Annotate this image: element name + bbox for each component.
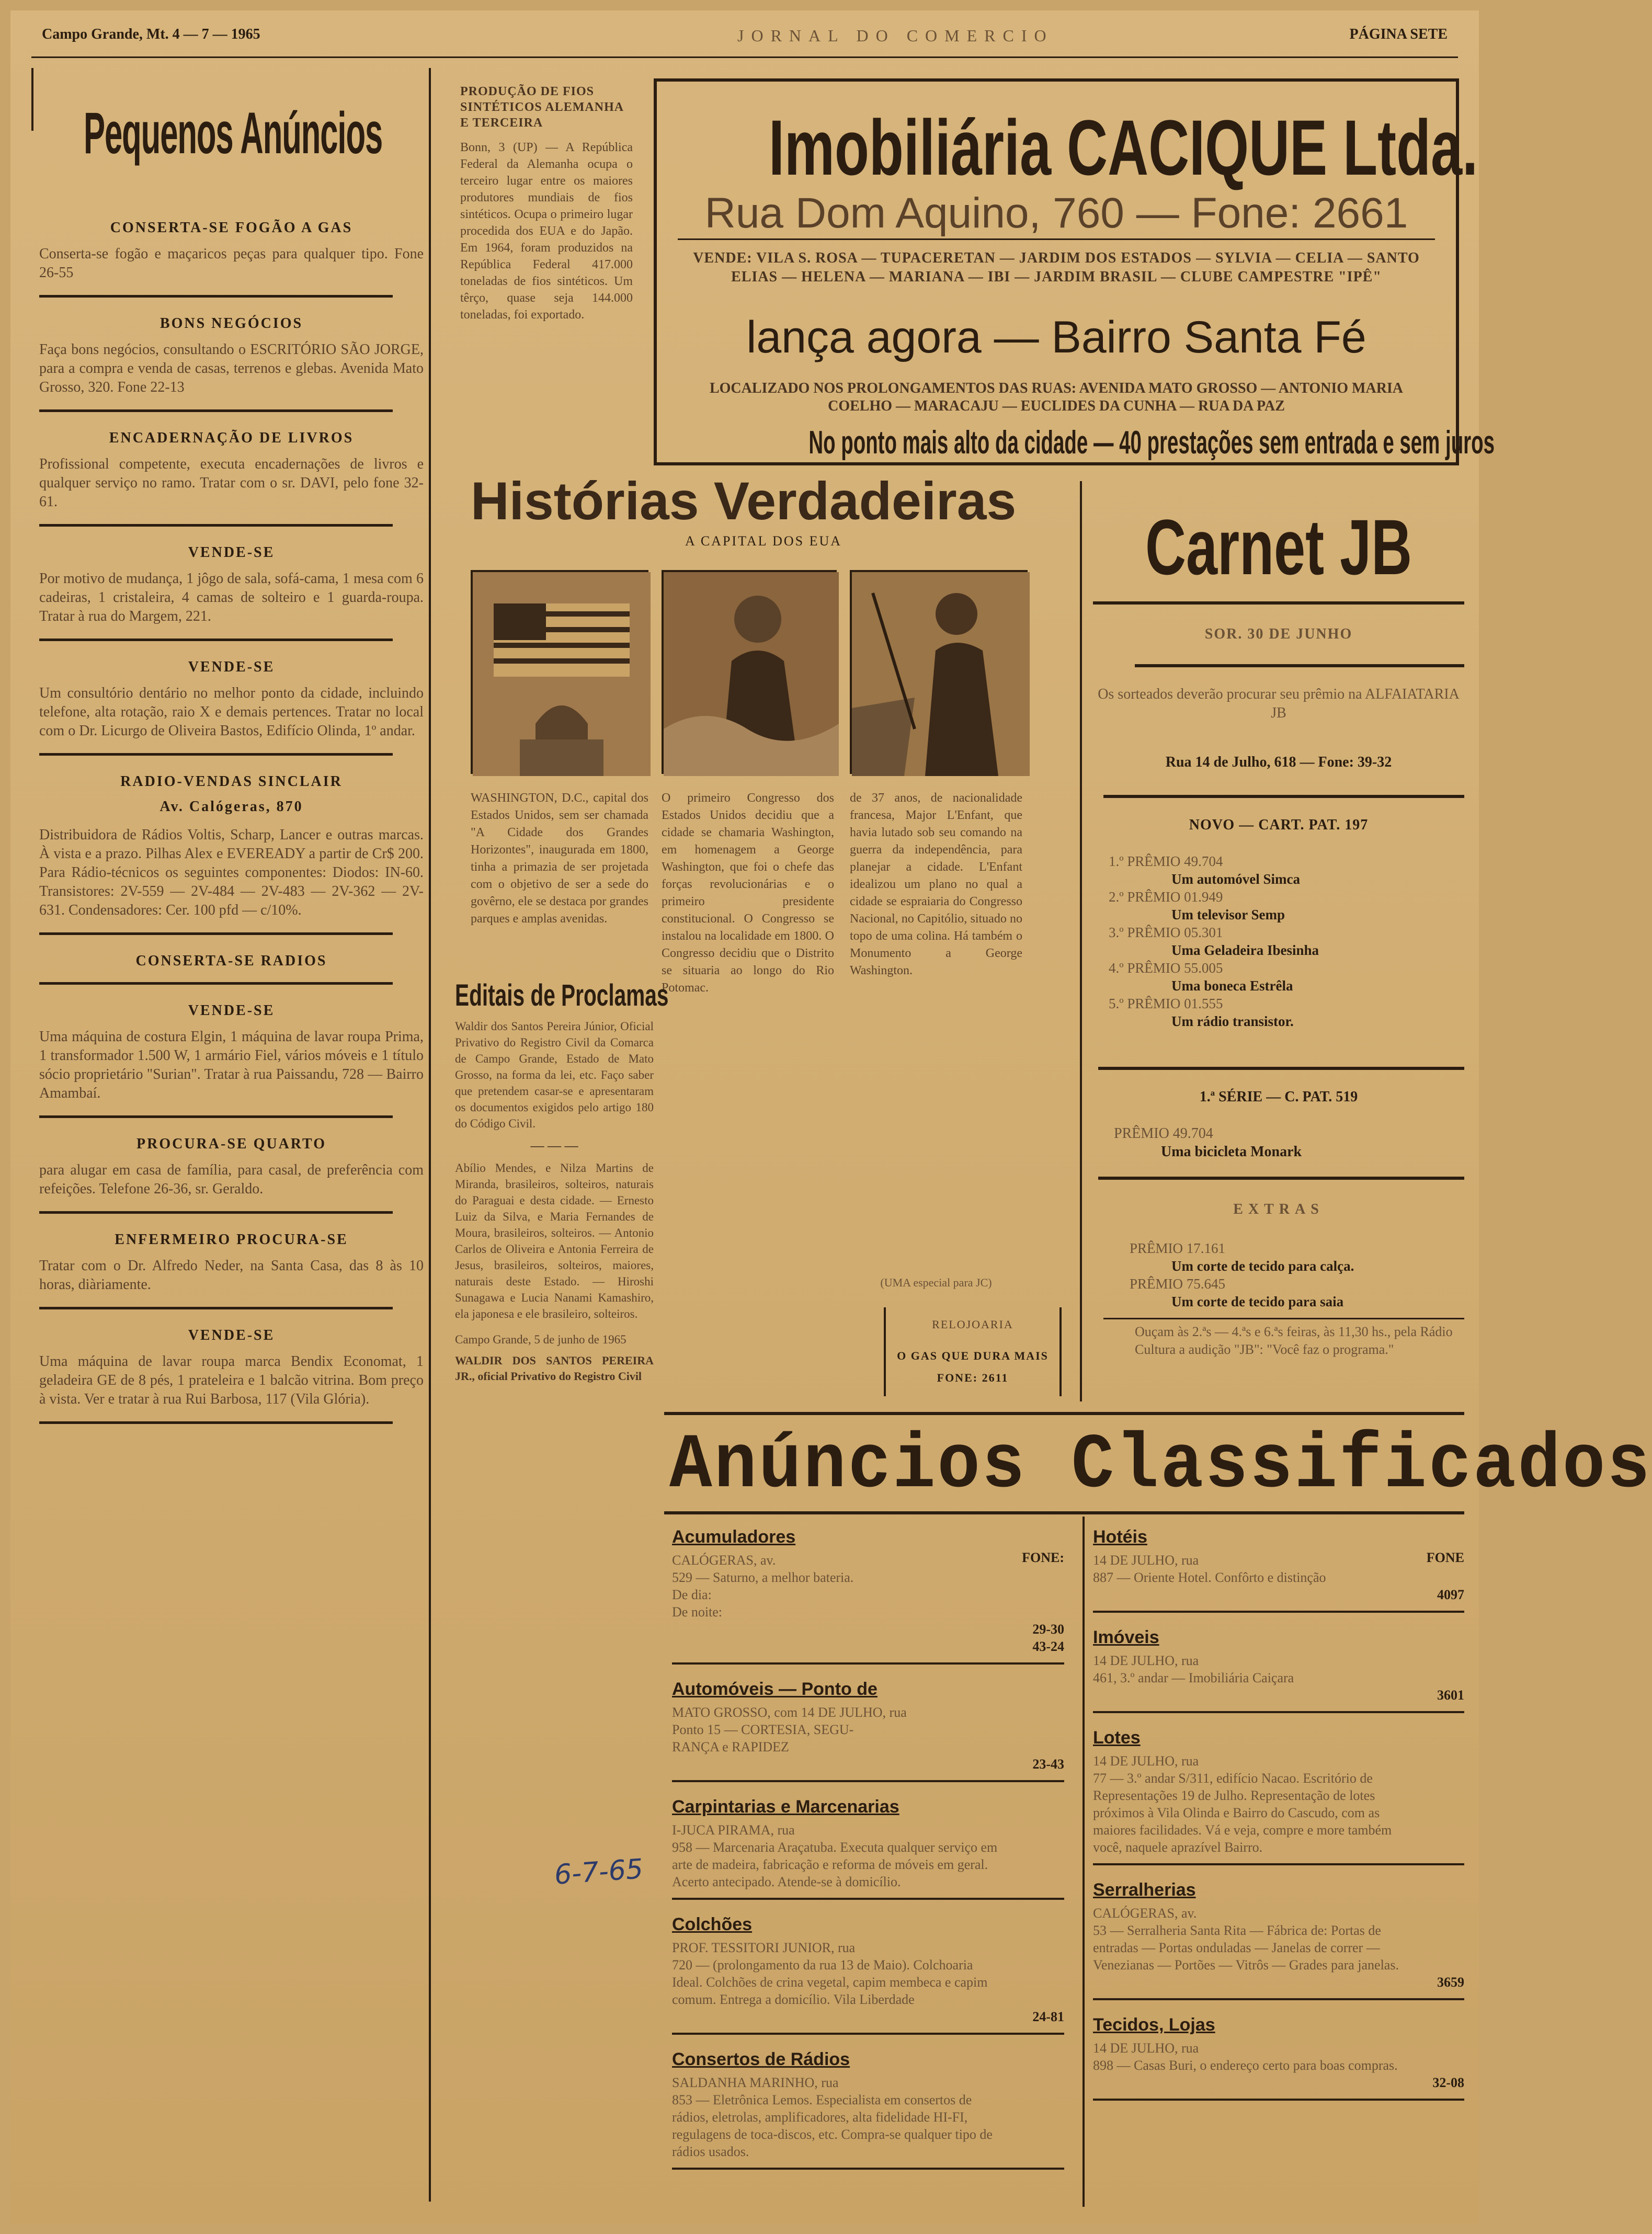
classified-ad-body: Um consultório dentário no melhor ponto da cidade, incluindo telefone, alta rotação, raio X e demais pertences. Tratar no local com o Dr. Licurgo de Oliveira Bastos, Edifício Olinda, 1º andar. bbox=[39, 685, 424, 739]
classified-line: 53 — Serralheria Santa Rita — Fábrica de: Portas de entradas — Portas onduladas — Janelas de correr — Venezianas — Portões — Vitrôs — Grades para janelas. bbox=[1093, 1923, 1399, 1973]
carnet-rule-6 bbox=[1103, 1318, 1464, 1319]
classified-line: 14 DE JULHO, rua bbox=[1093, 1753, 1199, 1769]
classified-ad bbox=[39, 220, 424, 298]
historias-illustration-washington bbox=[662, 570, 837, 774]
carnet-prize-list bbox=[1109, 852, 1454, 1030]
carnet-prize-label: 3.º PRÊMIO 05.301 bbox=[1109, 925, 1223, 940]
classified-line: 720 — (prolongamento da rua 13 de Maio). Colchoaria Ideal. Colchões de crina vegetal, capim membeca e capim comum. Entrega a domicílio. Vila Liberdade bbox=[672, 1957, 988, 2007]
classified-entry bbox=[1093, 2015, 1464, 2101]
classified-entry bbox=[672, 1679, 1064, 1782]
classified-phone-number: 32-08 bbox=[1432, 2075, 1464, 2090]
classified-ad-divider bbox=[39, 1115, 393, 1118]
historias-column-3: de 37 anos, de nacionalidade francesa, Major L'Enfant, que havia lutado sob seu comando na guerra da independência, para planejar a cidade. L'Enfant idealizou um plano no qual a cidade se espraiaria do Congresso Nacional, no Capitólio, situado no topo de uma colina. Há também o Monumento a George Washington. bbox=[850, 791, 1022, 977]
classified-ad-headline: CONSERTA-SE FOGÃO A GAS bbox=[110, 220, 353, 236]
classified-ad bbox=[39, 953, 424, 985]
cacique-neighborhoods: VENDE: VILA S. ROSA — TUPACERETAN — JARDIM DOS ESTADOS — SYLVIA — CELIA — SANTO ELIAS — HELENA — MARIANA — IBI — JARDIM BRASIL — CLUBE CAMPESTRE "IPÊ" bbox=[693, 250, 1420, 285]
classified-ad bbox=[39, 315, 424, 412]
classified-ad-body: Tratar com o Dr. Alfredo Neder, na Santa Casa, das 8 às 10 horas, diàriamente. bbox=[39, 1258, 424, 1293]
classified-ad-headline: BONS NEGÓCIOS bbox=[159, 315, 303, 332]
masthead bbox=[42, 21, 1448, 52]
classified-ad-divider bbox=[39, 982, 393, 985]
classified-fone-label: FONE: bbox=[1022, 1550, 1064, 1565]
classified-line: 898 — Casas Buri, o endereço certo para boas compras. bbox=[1093, 2058, 1398, 2073]
classificados-divider bbox=[1083, 1517, 1085, 2207]
historias-title: Histórias Verdadeiras bbox=[471, 471, 1017, 531]
historias-column-1: WASHINGTON, D.C., capital dos Estados Unidos, sem ser chamada "A Cidade dos Grandes Horizontes", inaugurada em 1800, tinha a primazia de ser projetada com o objetivo de ser a sede do govêrno, ele se destaca por grandes parques e amplas avenidas. bbox=[471, 791, 648, 926]
classified-phone-number: 4097 bbox=[1437, 1587, 1464, 1602]
classified-phone-number: 3601 bbox=[1437, 1688, 1464, 1703]
classified-entry bbox=[1093, 1627, 1464, 1713]
classified-line: 14 DE JULHO, rua bbox=[1093, 2041, 1199, 2056]
masthead-newspaper-name: JORNAL DO COMERCIO bbox=[737, 26, 1054, 45]
classified-entry bbox=[1093, 1728, 1464, 1865]
classified-ad-divider bbox=[39, 409, 393, 412]
classified-ad-body: Faça bons negócios, consultando o ESCRITÓRIO SÃO JORGE, para a compra e venda de casas, terrenos e glebas. Avenida Mato Grosso, 320. Fone 22-13 bbox=[39, 341, 424, 395]
cacique-location: LOCALIZADO NOS PROLONGAMENTOS DAS RUAS: AVENIDA MATO GROSSO — ANTONIO MARIA COELHO — MARACAJU — EUCLIDES DA CUNHA — RUA DA PAZ bbox=[709, 380, 1404, 414]
classified-line: PROF. TESSITORI JUNIOR, rua bbox=[672, 1940, 856, 1955]
classified-category: Colchões bbox=[672, 1914, 753, 1934]
classified-ad-headline: ENFERMEIRO PROCURA-SE bbox=[115, 1232, 348, 1248]
classified-ad bbox=[39, 1232, 424, 1309]
classified-ad-body: Conserta-se fogão e maçaricos peças para qualquer tipo. Fone 26-55 bbox=[39, 246, 424, 281]
classificados-right-column bbox=[1093, 1527, 1464, 2115]
imobiliaria-cacique-ad bbox=[654, 78, 1495, 465]
classified-divider bbox=[672, 2033, 1064, 2035]
classificados-title-rule bbox=[664, 1511, 1464, 1514]
relojoaria-slogan: O GAS QUE DURA MAIS bbox=[897, 1349, 1049, 1362]
classified-fone-label: FONE bbox=[1426, 1550, 1464, 1565]
carnet-rule-3 bbox=[1103, 795, 1464, 798]
column-divider bbox=[429, 68, 431, 2202]
classified-phone-number: 43-24 bbox=[1032, 1639, 1064, 1654]
cacique-address: Rua Dom Aquino, 760 — Fone: 2661 bbox=[704, 189, 1408, 237]
classified-ad-body: Uma máquina de costura Elgin, 1 máquina de lavar roupa Prima, 1 transformador 1.500 W, 1 armário Fiel, vários móveis e 1 título sócio proprietário "Surian". Tratar à rua Paissandu, 728 — Bairro Amambaí. bbox=[39, 1029, 424, 1101]
classified-ad-divider bbox=[39, 932, 393, 935]
cacique-lanca: lança agora — Bairro Santa Fé bbox=[746, 312, 1366, 362]
classified-category: Automóveis — Ponto de bbox=[672, 1679, 878, 1699]
newspaper-page bbox=[10, 10, 1652, 2224]
editais-separator: — — — bbox=[530, 1138, 578, 1153]
handwritten-date: 6-7-65 bbox=[553, 1853, 644, 1891]
carnet-novo: NOVO — CART. PAT. 197 bbox=[1189, 817, 1369, 833]
classified-line: CALÓGERAS, av. bbox=[672, 1553, 776, 1568]
classified-divider bbox=[1093, 1611, 1464, 1613]
historias-credit: (UMA especial para JC) bbox=[880, 1276, 992, 1289]
carnet-prize-desc: Uma boneca Estrêla bbox=[1171, 978, 1293, 994]
editais-section bbox=[455, 978, 669, 1384]
classified-ad-headline: RADIO-VENDAS SINCLAIR bbox=[120, 773, 343, 790]
classified-line: 529 — Saturno, a melhor bateria. bbox=[672, 1570, 854, 1585]
classified-line: I-JUCA PIRAMA, rua bbox=[672, 1822, 795, 1838]
carnet-rule-5 bbox=[1098, 1177, 1464, 1180]
classified-ad-divider bbox=[39, 1307, 393, 1309]
classified-divider bbox=[1093, 1863, 1464, 1865]
pequenos-anuncios-title-wrap bbox=[84, 99, 418, 173]
classified-ad-divider bbox=[39, 1421, 393, 1424]
washington-drawing bbox=[664, 572, 839, 776]
classified-ad bbox=[39, 544, 424, 641]
classified-ad-body: para alugar em casa de família, para casal, de preferência com refeições. Telefone 26-36, sr. Geraldo. bbox=[39, 1162, 424, 1197]
classified-divider bbox=[672, 2168, 1064, 2170]
classified-ad-divider bbox=[39, 753, 393, 756]
carnet-title: Carnet JB bbox=[1145, 503, 1412, 591]
classified-divider bbox=[1093, 1998, 1464, 2000]
classified-line: 461, 3.º andar — Imobiliária Caiçara bbox=[1093, 1670, 1294, 1685]
classified-ad-body: Distribuidora de Rádios Voltis, Scharp, Lancer e outras marcas. À vista e a prazo. Pilhas Alex e EVEREADY a partir de Cr$ 200. Para Rádio-técnicos os seguintes componentes: Diodos: IN-60. Transistores: 2V-559 — 2V-484 — 2V-483 — 2V-362 — 2V-631. Condensadores: Cer. 100 pfd — c/10%. bbox=[39, 827, 424, 918]
carnet-extra-label: PRÊMIO 75.645 bbox=[1130, 1276, 1226, 1292]
carnet-serie: 1.ª SÉRIE — C. PAT. 519 bbox=[1199, 1089, 1358, 1105]
classified-line: De dia: bbox=[672, 1587, 712, 1602]
classified-divider bbox=[672, 1898, 1064, 1900]
editais-entries: Abílio Mendes, e Nilza Martins de Miranda, brasileiros, solteiros, naturais do Paraguai e desta cidade. — Ernesto Luiz da Silva, e Maria Fernandes de Moura, brasileiros, solteiros. — Antonio Carlos de Oliveira e Antonia Ferreira de Jesus, brasileiros, solteiros, maiores, naturais deste Estado. — Hiroshi Sunagawa e Lucia Nanami Kamashiro, ela japonesa e ele brasileiro, solteiros. bbox=[455, 1161, 654, 1320]
pequenos-anuncios-list bbox=[39, 220, 424, 1442]
classified-ad-headline: VENDE-SE bbox=[188, 1002, 275, 1019]
carnet-address: Rua 14 de Julho, 618 — Fone: 39-32 bbox=[1165, 754, 1392, 770]
carnet-rule-4 bbox=[1098, 1067, 1464, 1070]
classificados-left-column bbox=[672, 1527, 1064, 2184]
classified-phone-number: 29-30 bbox=[1032, 1622, 1064, 1637]
classified-ad-headline: ENCADERNAÇÃO DE LIVROS bbox=[109, 430, 354, 446]
carnet-left-rule bbox=[1080, 481, 1082, 1401]
masthead-page-number: PÁGINA SETE bbox=[1349, 26, 1448, 42]
classified-ad bbox=[39, 659, 424, 756]
classified-entry bbox=[672, 1527, 1064, 1665]
carnet-prize-desc: Um automóvel Simca bbox=[1171, 871, 1300, 887]
classified-ad bbox=[39, 1327, 424, 1424]
classified-divider bbox=[672, 1780, 1064, 1782]
producao-body: Bonn, 3 (UP) — A República Federal da Alemanha ocupa o terceiro lugar entre os maiores produtores mundiais de fios sintéticos. Ocupa o primeiro lugar procedida dos EUA e do Japão. Em 1964, foram produzidos na República Federal 417.000 toneladas de fios sintéticos. Um têrço, quase seja 144.000 toneladas, foi exportado. bbox=[460, 141, 633, 322]
editais-closing: Campo Grande, 5 de junho de 1965 bbox=[455, 1333, 626, 1346]
relojoaria-ad bbox=[884, 1307, 1062, 1396]
classified-line: MATO GROSSO, com 14 DE JULHO, rua bbox=[672, 1705, 907, 1720]
carnet-prize-label: 1.º PRÊMIO 49.704 bbox=[1109, 853, 1223, 869]
carnet-date: SOR. 30 DE JUNHO bbox=[1204, 626, 1353, 642]
classified-line: CALÓGERAS, av. bbox=[1093, 1906, 1197, 1921]
classified-ad-body: Profissional competente, executa encadernações de livros e qualquer serviço no ramo. Tratar com o sr. DAVI, pelo fone 32-61. bbox=[39, 456, 424, 510]
editais-intro: Waldir dos Santos Pereira Júnior, Oficial Privativo do Registro Civil da Comarca de Campo Grande, Estado de Mato Grosso, na forma da lei, etc. Faço saber que pretendem casar-se e apresentaram os documentos exigidos pelo artigo 180 do Código Civil. bbox=[455, 1020, 654, 1130]
classified-divider bbox=[672, 1662, 1064, 1665]
classified-ad-divider bbox=[39, 639, 393, 641]
classified-line: De noite: bbox=[672, 1604, 723, 1620]
carnet-extra-desc: Um corte de tecido para saia bbox=[1171, 1294, 1344, 1309]
editais-title: Editais de Proclamas bbox=[455, 978, 669, 1012]
cacique-title: Imobiliária CACIQUE Ltda. bbox=[768, 104, 1478, 191]
classified-ad-subhead: Av. Calógeras, 870 bbox=[159, 799, 303, 815]
classified-line: Ponto 15 — CORTESIA, SEGU- bbox=[672, 1722, 854, 1737]
carnet-extras-head: EXTRAS bbox=[1233, 1201, 1324, 1217]
classified-ad-divider bbox=[39, 524, 393, 527]
classified-ad-headline: PROCURA-SE QUARTO bbox=[136, 1136, 326, 1152]
historias-illustration-surveyor bbox=[850, 570, 1028, 774]
classified-ad-headline: CONSERTA-SE RADIOS bbox=[135, 953, 327, 969]
carnet-prize-label: 2.º PRÊMIO 01.949 bbox=[1109, 889, 1223, 905]
classified-divider bbox=[1093, 1711, 1464, 1713]
classified-category: Consertos de Rádios bbox=[672, 2049, 850, 2069]
editais-signature: WALDIR DOS SANTOS PEREIRA JR., oficial Privativo do Registro Civil bbox=[455, 1354, 654, 1383]
pequenos-anuncios-title: Pequenos Anúncios bbox=[84, 100, 383, 166]
classificados-title: Anúncios Classificados bbox=[669, 1422, 1652, 1510]
masthead-date: Campo Grande, Mt. 4 — 7 — 1965 bbox=[42, 26, 260, 42]
surveyor-drawing bbox=[852, 572, 1030, 776]
carnet-rule bbox=[1093, 601, 1464, 605]
carnet-extra-label: PRÊMIO 17.161 bbox=[1130, 1240, 1226, 1256]
classified-entry bbox=[1093, 1880, 1464, 2000]
classified-line: SALDANHA MARINHO, rua bbox=[672, 2075, 839, 2090]
classified-entry bbox=[672, 1797, 1064, 1900]
classified-ad-divider bbox=[39, 295, 393, 298]
cacique-rule bbox=[678, 238, 1435, 240]
classified-category: Imóveis bbox=[1093, 1627, 1159, 1647]
relojoaria-fone: FONE: 2611 bbox=[937, 1371, 1009, 1384]
classified-phone-number: 3659 bbox=[1437, 1975, 1464, 1990]
cacique-footer: No ponto mais alto da cidade — 40 prestações sem entrada e sem juros bbox=[808, 425, 1495, 461]
carnet-radio: Ouçam às 2.ªs — 4.ªs e 6.ªs feiras, às 11,30 hs., pela Rádio Cultura a audição "JB": "Você faz o programa." bbox=[1135, 1324, 1453, 1357]
classified-ad-body: Uma máquina de lavar roupa marca Bendix Economat, 1 geladeira GE de 8 pés, 1 prateleira e 1 balcão vitrina. Bom preço à vista. Ver e tratar à rua Rui Barbosa, 117 (Vila Glória). bbox=[39, 1353, 424, 1407]
classified-phone-number: 23-43 bbox=[1032, 1757, 1064, 1772]
classified-phone-number: 24-81 bbox=[1032, 2009, 1064, 2024]
carnet-prize-desc: Um televisor Semp bbox=[1171, 907, 1285, 922]
carnet-prize-desc: Um rádio transistor. bbox=[1171, 1013, 1294, 1029]
classified-ad-divider bbox=[39, 1211, 393, 1214]
classified-entry bbox=[672, 1914, 1064, 2035]
classified-entry bbox=[672, 2049, 1064, 2170]
carnet-notice: Os sorteados deverão procurar seu prêmio na ALFAIATARIA JB bbox=[1098, 686, 1460, 721]
classified-ad bbox=[39, 773, 424, 935]
classified-category: Lotes bbox=[1093, 1728, 1141, 1748]
historias-illustration-flag-capitol bbox=[471, 570, 648, 774]
classified-line: 77 — 3.º andar S/311, edifício Nacao. Escritório de Representações 19 de Julho. Representação de lotes próximos à Vila Olinda e Bairro do Cascudo, com as maiores facilidades. Vá e veja, compre e more também você, naquele aprazível Bairro. bbox=[1093, 1771, 1392, 1855]
flag-capitol-drawing bbox=[473, 572, 651, 776]
classificados-top-rule bbox=[664, 1412, 1464, 1415]
classified-ad-headline: VENDE-SE bbox=[188, 1327, 275, 1343]
carnet-serie-prize-label: PRÊMIO 49.704 bbox=[1114, 1125, 1213, 1142]
classified-ad bbox=[39, 430, 424, 527]
producao-article bbox=[460, 84, 633, 323]
producao-headline: PRODUÇÃO DE FIOS SINTÉTICOS ALEMANHA E TERCEIRA bbox=[460, 85, 623, 130]
classified-line: 887 — Oriente Hotel. Confôrto e distinção bbox=[1093, 1570, 1326, 1585]
historias-column-2: O primeiro Congresso dos Estados Unidos decidiu que a cidade se chamaria Washington, em homenagem a George Washington, que foi o chefe das forças revolucionárias e o primeiro presidente constitucional. O Congresso se instalou na localidade em 1800. O Congresso decidiu que o Distrito se situaria ao longo do Rio Potomac. bbox=[662, 791, 834, 995]
historias-subtitle: A CAPITAL DOS EUA bbox=[685, 533, 842, 549]
classified-category: Carpintarias e Marcenarias bbox=[672, 1797, 899, 1817]
carnet-extras-list bbox=[1130, 1239, 1454, 1310]
classified-ad-headline: VENDE-SE bbox=[188, 659, 275, 675]
classified-ad bbox=[39, 1136, 424, 1214]
carnet-serie-prize-desc: Uma bicicleta Monark bbox=[1161, 1144, 1302, 1160]
classified-ad-headline: VENDE-SE bbox=[188, 544, 275, 561]
carnet-prize-label: 5.º PRÊMIO 01.555 bbox=[1109, 996, 1223, 1011]
classified-line: 14 DE JULHO, rua bbox=[1093, 1653, 1199, 1668]
masthead-rule bbox=[31, 56, 1458, 58]
classified-entry bbox=[1093, 1527, 1464, 1613]
classified-category: Serralherias bbox=[1093, 1880, 1196, 1900]
classified-category: Hotéis bbox=[1093, 1527, 1147, 1547]
classified-line: 853 — Eletrônica Lemos. Especialista em consertos de rádios, eletrolas, amplificadores, alta fidelidade HI-FI, regulagens de toca-discos, etc. Compra-se qualquer tipo de rádios usados. bbox=[672, 2092, 993, 2159]
relojoaria-name: RELOJOARIA bbox=[932, 1318, 1013, 1331]
carnet-rule-2 bbox=[1135, 664, 1464, 667]
classified-line: 14 DE JULHO, rua bbox=[1093, 1553, 1199, 1568]
classified-ad bbox=[39, 1002, 424, 1118]
classified-divider bbox=[1093, 2099, 1464, 2101]
column-border bbox=[31, 68, 33, 131]
classified-line: 958 — Marcenaria Araçatuba. Executa qualquer serviço em arte de madeira, fabricação e reforma de móveis em geral. Acerto antecipado. Atende-se à domicílio. bbox=[672, 1840, 998, 1889]
classified-ad-body: Por motivo de mudança, 1 jôgo de sala, sofá-cama, 1 mesa com 6 cadeiras, 1 cristaleira, 4 camas de solteiro e 1 guarda-roupa. Tratar à rua do Margem, 221. bbox=[39, 571, 424, 624]
carnet-prize-desc: Uma Geladeira Ibesinha bbox=[1171, 942, 1319, 958]
classified-line: RANÇA e RAPIDEZ bbox=[672, 1739, 789, 1754]
carnet-prize-label: 4.º PRÊMIO 55.005 bbox=[1109, 960, 1223, 976]
classified-category: Acumuladores bbox=[672, 1527, 796, 1547]
carnet-extra-desc: Um corte de tecido para calça. bbox=[1171, 1258, 1354, 1274]
classified-category: Tecidos, Lojas bbox=[1093, 2015, 1215, 2035]
